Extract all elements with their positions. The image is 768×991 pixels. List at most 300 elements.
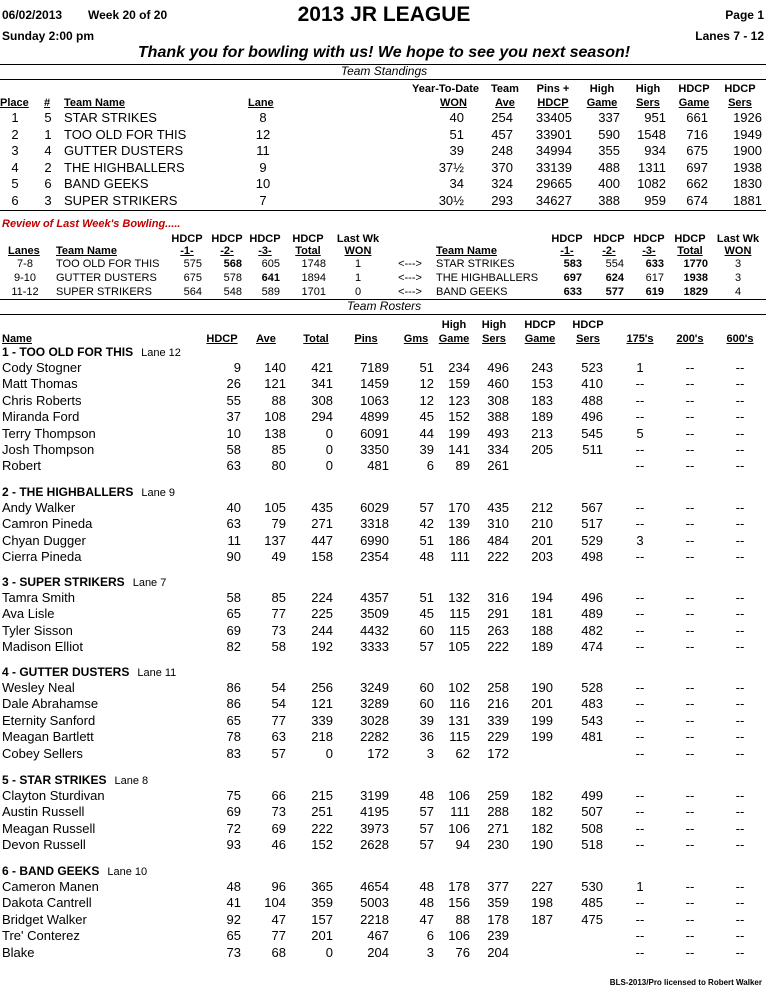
player-hdcp: 40 <box>226 500 241 515</box>
player-c200: -- <box>685 532 695 548</box>
player-hs: 258 <box>487 680 509 695</box>
col-hdcp2-a: HDCP <box>211 233 243 245</box>
player-hs: 229 <box>487 729 509 745</box>
player-total: 218 <box>311 729 333 745</box>
standings-place: 5 <box>11 176 19 192</box>
player-hs: 377 <box>487 879 509 894</box>
standings-hds: 1900 <box>733 143 762 159</box>
player-hdcp: 11 <box>227 532 241 548</box>
standings-hdg: 675 <box>686 143 708 159</box>
player-hg: 102 <box>448 680 470 695</box>
player-ave: 88 <box>271 392 286 408</box>
player-c175: -- <box>635 622 645 638</box>
player-hs: 308 <box>487 392 509 408</box>
review-g2: 548 <box>223 286 242 298</box>
player-c200: -- <box>685 606 695 622</box>
player-pins: 3318 <box>360 516 389 532</box>
player-c175: -- <box>635 712 645 728</box>
col-total: Total <box>295 245 321 257</box>
standings-hds: 1938 <box>733 159 762 175</box>
player-gms: 42 <box>419 516 434 532</box>
col-high-game-1: High <box>441 319 467 331</box>
review-oteam: STAR STRIKES <box>436 258 515 270</box>
player-hds: 545 <box>581 425 603 441</box>
player-gms: 3 <box>426 944 434 960</box>
col-opp-hdcp3-a: HDCP <box>633 233 665 245</box>
player-hdcp: 93 <box>226 837 241 853</box>
player-hds: 489 <box>581 606 603 622</box>
player-c600: -- <box>735 837 745 853</box>
player-total: 339 <box>311 712 333 728</box>
player-c600: -- <box>735 639 745 655</box>
player-hs: 435 <box>487 500 509 515</box>
review-ototal: 1938 <box>683 272 708 284</box>
team-header <box>2 773 148 787</box>
col-team-name: Team Name <box>64 97 125 109</box>
player-gms: 48 <box>419 895 434 911</box>
player-total: 294 <box>311 409 333 425</box>
standings-hs: 959 <box>644 193 666 208</box>
player-c175: -- <box>635 788 645 803</box>
standings-num: 4 <box>44 143 52 159</box>
player-pins: 172 <box>367 745 389 761</box>
standings-num: 6 <box>44 176 52 192</box>
player-hg: 159 <box>448 376 470 392</box>
player-c600: -- <box>735 392 745 408</box>
review-owon: 3 <box>734 258 742 270</box>
player-total: 224 <box>311 590 333 605</box>
review-oteam: THE HIGHBALLERS <box>436 272 539 284</box>
player-gms: 44 <box>419 425 434 441</box>
standings-place: 1 <box>11 110 19 125</box>
player-hdcp: 92 <box>226 911 241 927</box>
player-c200: -- <box>685 895 695 911</box>
player-gms: 45 <box>419 606 434 622</box>
player-hs: 310 <box>487 516 509 532</box>
team-header <box>2 665 176 679</box>
player-c175: -- <box>635 549 645 565</box>
player-hdcp: 75 <box>226 788 241 803</box>
page-number: Page 1 <box>725 8 764 22</box>
standings-won: 30½ <box>438 193 464 208</box>
player-hs: 216 <box>487 696 509 712</box>
player-name: Madison Elliot <box>2 639 83 655</box>
player-c200: -- <box>685 376 695 392</box>
col-high-sers-1: High <box>635 83 661 95</box>
col-opp-team-name: Team Name <box>436 245 497 257</box>
standings-hds: 1830 <box>733 176 762 192</box>
player-total: 201 <box>311 928 333 944</box>
team-title: 2 - THE HIGHBALLERS <box>2 485 134 499</box>
player-ave: 79 <box>271 516 286 532</box>
player-name: Cameron Manen <box>2 879 99 894</box>
col-team-ave-1: Team <box>491 83 519 95</box>
player-hg: 106 <box>448 788 470 803</box>
player-hdcp: 72 <box>226 820 241 836</box>
player-total: 0 <box>325 442 333 457</box>
player-hdcp: 65 <box>226 928 241 944</box>
player-c175: -- <box>635 911 645 927</box>
standings-num: 2 <box>44 159 52 175</box>
player-hdcp: 41 <box>226 895 241 911</box>
player-c200: -- <box>685 425 695 441</box>
player-hdg: 181 <box>531 606 553 622</box>
player-hg: 199 <box>448 425 470 441</box>
col-opp-hdcp-total-a: HDCP <box>674 233 706 245</box>
review-g2: 568 <box>223 258 242 270</box>
player-c175: -- <box>635 745 645 761</box>
standings-section-title: Team Standings <box>340 64 428 78</box>
page-title: 2013 JR LEAGUE <box>297 3 471 26</box>
player-hdg: 203 <box>531 549 553 565</box>
player-total: 225 <box>311 606 333 622</box>
review-og2: 554 <box>605 258 624 270</box>
player-total: 359 <box>311 895 333 911</box>
standings-num: 1 <box>44 126 52 142</box>
player-total: 341 <box>311 376 333 392</box>
player-c175: -- <box>635 606 645 622</box>
player-pins: 2218 <box>360 911 389 927</box>
review-vs: <---> <box>398 286 422 298</box>
standings-team: BAND GEEKS <box>64 176 149 192</box>
player-gms: 12 <box>419 392 434 408</box>
standings-hg: 400 <box>598 176 620 192</box>
player-name: Bridget Walker <box>2 911 87 927</box>
player-hg: 111 <box>450 804 470 820</box>
player-hdg: 243 <box>531 360 553 375</box>
col-number: # <box>44 97 51 109</box>
lanes-range: Lanes 7 - 12 <box>695 29 764 43</box>
player-name: Cierra Pineda <box>2 549 82 565</box>
player-gms: 48 <box>419 549 434 565</box>
thank-you-message: Thank you for bowling with us! We hope to see you next season! <box>137 44 631 61</box>
player-pins: 204 <box>367 944 389 960</box>
col-place: Place <box>0 97 29 109</box>
player-c200: -- <box>685 622 695 638</box>
col-hdcp-game-1: HDCP <box>524 319 556 331</box>
player-hds: 567 <box>581 500 603 515</box>
player-hg: 141 <box>448 442 470 457</box>
review-total: 1748 <box>301 258 326 270</box>
player-hs: 359 <box>487 895 509 911</box>
player-pins: 6990 <box>360 532 389 548</box>
col-lanes: Lanes <box>8 245 40 257</box>
player-ave: 77 <box>271 712 286 728</box>
player-ave: 85 <box>271 590 286 605</box>
player-c175: -- <box>635 639 645 655</box>
player-hg: 123 <box>448 392 470 408</box>
player-hg: 62 <box>455 745 470 761</box>
standings-pins: 34994 <box>535 143 572 159</box>
player-ave: 54 <box>271 696 286 712</box>
standings-num: 3 <box>44 193 52 208</box>
standings-hdg: 661 <box>686 110 708 125</box>
player-gms: 48 <box>419 879 434 894</box>
col-won: WON <box>440 97 467 109</box>
standings-lane: 12 <box>255 126 271 142</box>
player-hdcp: 69 <box>226 622 241 638</box>
col-game3: -3- <box>258 245 272 257</box>
player-c200: -- <box>685 360 695 375</box>
standings-pins: 33139 <box>535 159 572 175</box>
review-og3: 619 <box>645 286 664 298</box>
team-header <box>2 864 147 878</box>
player-gms: 45 <box>419 409 434 425</box>
player-ave: 137 <box>264 532 286 548</box>
player-name: Meagan Russell <box>2 820 96 836</box>
player-hg: 88 <box>455 911 470 927</box>
player-pins: 5003 <box>360 895 389 911</box>
player-hs: 291 <box>487 606 509 622</box>
player-hds: 529 <box>581 532 603 548</box>
player-gms: 57 <box>419 837 434 853</box>
player-pins: 6029 <box>360 500 389 515</box>
review-ototal: 1829 <box>683 286 708 298</box>
player-name: Ava Lisle <box>2 606 55 622</box>
review-lanes: 11-12 <box>11 286 39 298</box>
player-hs: 460 <box>487 376 509 392</box>
player-c200: -- <box>685 696 695 712</box>
col-opp-lastwk: Last Wk <box>716 233 760 245</box>
player-total: 158 <box>311 549 333 565</box>
player-pins: 2628 <box>360 837 389 853</box>
player-name: Tamra Smith <box>2 590 75 605</box>
player-hds: 410 <box>581 376 603 392</box>
player-c200: -- <box>685 639 695 655</box>
player-hs: 178 <box>487 911 509 927</box>
player-name: Wesley Neal <box>2 680 75 695</box>
review-lanes: 9-10 <box>13 272 37 284</box>
player-total: 365 <box>311 879 333 894</box>
standings-hs: 1548 <box>637 126 666 142</box>
player-total: 222 <box>311 820 333 836</box>
standings-hdg: 662 <box>686 176 708 192</box>
player-hs: 261 <box>487 458 509 474</box>
col-opp-won: WON <box>724 245 752 257</box>
player-gms: 57 <box>419 820 434 836</box>
team-title: 6 - BAND GEEKS <box>2 864 100 878</box>
player-name: Cobey Sellers <box>2 745 83 761</box>
col-opp-hdcp2-a: HDCP <box>593 233 625 245</box>
col-pins-1: Pins + <box>536 83 570 95</box>
col-200s: 200's <box>676 333 704 345</box>
player-hds: 511 <box>582 442 603 457</box>
player-pins: 2354 <box>360 549 389 565</box>
standings-lane: 7 <box>259 193 267 208</box>
player-pins: 4654 <box>360 879 389 894</box>
player-gms: 6 <box>426 928 434 944</box>
player-hds: 483 <box>581 696 603 712</box>
player-c175: -- <box>635 680 645 695</box>
col-team-name: Team Name <box>56 245 117 257</box>
player-total: 152 <box>311 837 333 853</box>
team-title: 5 - STAR STRIKES <box>2 773 107 787</box>
standings-pins: 34627 <box>535 193 572 208</box>
player-c600: -- <box>735 500 745 515</box>
player-pins: 3199 <box>360 788 389 803</box>
standings-lane: 10 <box>255 176 271 192</box>
col-game2: -2- <box>220 245 234 257</box>
player-hs: 493 <box>487 425 509 441</box>
player-hs: 259 <box>487 788 509 803</box>
player-hdcp: 10 <box>226 425 241 441</box>
player-pins: 3333 <box>360 639 389 655</box>
player-c600: -- <box>735 532 745 548</box>
player-ave: 46 <box>271 837 286 853</box>
player-hdcp: 65 <box>226 712 241 728</box>
player-c175: -- <box>635 376 645 392</box>
player-total: 421 <box>311 360 333 375</box>
player-total: 256 <box>311 680 333 695</box>
player-c175: 3 <box>636 532 644 548</box>
player-total: 0 <box>325 745 333 761</box>
player-name: Eternity Sanford <box>2 712 96 728</box>
player-hg: 76 <box>455 944 470 960</box>
player-hdg: 189 <box>531 409 553 425</box>
player-hds: 499 <box>581 788 603 803</box>
day-time: Sunday 2:00 pm <box>2 29 95 43</box>
player-c600: -- <box>735 549 745 565</box>
standings-won: 51 <box>449 126 464 142</box>
standings-hg: 488 <box>598 159 620 175</box>
player-hds: 528 <box>581 680 603 695</box>
player-c175: -- <box>635 944 645 960</box>
player-c200: -- <box>685 837 695 853</box>
player-gms: 36 <box>419 729 434 745</box>
player-c175: -- <box>635 837 645 853</box>
col-team-ave-2: Ave <box>495 97 515 109</box>
standings-place: 4 <box>11 159 19 175</box>
review-g2: 578 <box>223 272 242 284</box>
col-ave: Ave <box>256 333 276 345</box>
standings-hdg: 674 <box>686 193 708 208</box>
standings-hg: 355 <box>598 143 620 159</box>
player-hdg: 183 <box>531 392 553 408</box>
player-hs: 316 <box>487 590 509 605</box>
player-name: Blake <box>2 944 35 960</box>
col-hdcp-sers-1: HDCP <box>572 319 604 331</box>
standings-team: SUPER STRIKERS <box>64 193 178 208</box>
standings-pins: 29665 <box>535 176 572 192</box>
standings-won: 39 <box>449 143 464 159</box>
player-ave: 140 <box>264 360 286 375</box>
player-total: 244 <box>311 622 333 638</box>
review-owon: 4 <box>734 286 742 298</box>
standings-ave: 248 <box>491 143 513 159</box>
player-hdg: 199 <box>531 712 553 728</box>
player-c600: -- <box>735 729 745 745</box>
player-c600: -- <box>735 804 745 820</box>
player-pins: 1063 <box>360 392 389 408</box>
col-hdcp-game-2: Game <box>524 333 556 345</box>
player-c200: -- <box>685 820 695 836</box>
report-date: 06/02/2013 <box>2 8 63 22</box>
player-hs: 230 <box>487 837 509 853</box>
divider <box>0 210 766 211</box>
team-header <box>2 575 166 589</box>
col-hdcp-sers-1: HDCP <box>724 83 756 95</box>
player-c200: -- <box>685 409 695 425</box>
player-name: Austin Russell <box>2 804 85 820</box>
player-hg: 139 <box>448 516 470 532</box>
col-opp-game2: -2- <box>602 245 616 257</box>
license-footer: BLS-2013/Pro licensed to Robert Walker <box>609 978 762 987</box>
col-high-game-1: High <box>589 83 615 95</box>
review-total: 1894 <box>301 272 326 284</box>
player-total: 121 <box>311 696 333 712</box>
player-c200: -- <box>685 590 695 605</box>
player-c200: -- <box>685 392 695 408</box>
player-ave: 47 <box>271 911 286 927</box>
player-gms: 51 <box>419 360 434 375</box>
player-ave: 77 <box>271 928 286 944</box>
player-c175: -- <box>635 696 645 712</box>
player-c175: -- <box>635 458 645 474</box>
player-pins: 3973 <box>360 820 389 836</box>
player-c175: -- <box>635 804 645 820</box>
player-ave: 104 <box>264 895 286 911</box>
player-ave: 77 <box>271 606 286 622</box>
player-hdcp: 55 <box>226 392 241 408</box>
player-name: Tyler Sisson <box>2 622 73 638</box>
player-hds: 530 <box>581 879 603 894</box>
player-ave: 63 <box>271 729 286 745</box>
player-name: Chyan Dugger <box>2 532 86 548</box>
player-gms: 51 <box>419 590 434 605</box>
player-total: 0 <box>325 425 333 441</box>
player-pins: 3350 <box>360 442 389 457</box>
player-hg: 156 <box>448 895 470 911</box>
player-ave: 57 <box>271 745 286 761</box>
player-hds: 475 <box>581 911 603 927</box>
review-owon: 3 <box>734 272 742 284</box>
player-c600: -- <box>735 944 745 960</box>
player-c175: -- <box>635 500 645 515</box>
player-hg: 111 <box>450 549 470 565</box>
col-high-sers-2: Sers <box>636 97 660 109</box>
player-c200: -- <box>685 788 695 803</box>
col-hdcp-sers-2: Sers <box>576 333 600 345</box>
player-c600: -- <box>735 820 745 836</box>
standings-hdg: 697 <box>686 159 708 175</box>
player-c600: -- <box>735 712 745 728</box>
player-c600: -- <box>735 590 745 605</box>
player-pins: 4195 <box>360 804 389 820</box>
review-og2: 577 <box>605 286 624 298</box>
col-opp-game1: -1- <box>560 245 574 257</box>
player-c175: -- <box>635 516 645 532</box>
col-hdcp3-a: HDCP <box>249 233 281 245</box>
divider <box>0 79 766 80</box>
player-hdcp: 58 <box>226 442 241 457</box>
standings-hg: 590 <box>598 126 620 142</box>
standings-hds: 1949 <box>733 126 762 142</box>
team-lane: Lane 8 <box>114 775 149 787</box>
player-gms: 12 <box>419 376 434 392</box>
player-gms: 60 <box>419 680 434 695</box>
team-lane: Lane 10 <box>107 866 148 878</box>
player-ave: 68 <box>271 944 286 960</box>
player-hdcp: 90 <box>226 549 241 565</box>
player-c200: -- <box>685 804 695 820</box>
standings-won: 40 <box>449 110 464 125</box>
player-pins: 3028 <box>360 712 389 728</box>
player-name: Matt Thomas <box>2 376 78 392</box>
player-c200: -- <box>685 549 695 565</box>
player-hs: 263 <box>487 622 509 638</box>
player-total: 435 <box>311 500 333 515</box>
player-hs: 484 <box>487 532 509 548</box>
